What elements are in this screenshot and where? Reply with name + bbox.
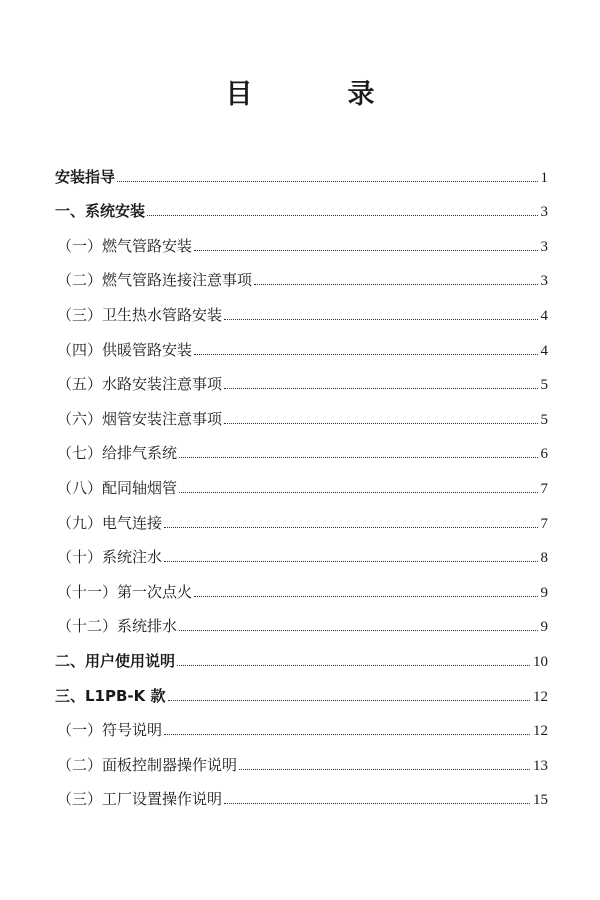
dot-leader bbox=[224, 318, 537, 320]
toc-entry-page: 1 bbox=[540, 169, 548, 186]
toc-entry[interactable] bbox=[55, 187, 548, 222]
toc-entry[interactable] bbox=[55, 360, 548, 395]
dot-leader bbox=[194, 353, 537, 355]
toc-entry[interactable] bbox=[55, 152, 548, 187]
toc-entry-page: 4 bbox=[540, 342, 548, 359]
toc-entry-page: 3 bbox=[540, 238, 548, 255]
toc-entry-page: 4 bbox=[540, 307, 548, 324]
toc-entry-label: （十二）系统排水 bbox=[57, 617, 178, 636]
toc-entry-label: （七）给排气系统 bbox=[57, 444, 178, 463]
dot-leader bbox=[224, 387, 537, 389]
toc-entry-label: （三）工厂设置操作说明 bbox=[57, 790, 223, 809]
toc-entry[interactable] bbox=[55, 567, 548, 602]
toc-entry-page: 3 bbox=[540, 273, 548, 290]
toc-entry-page: 5 bbox=[540, 411, 548, 428]
toc-entry-page: 6 bbox=[540, 446, 548, 463]
toc-entry-page: 13 bbox=[533, 757, 548, 774]
toc-entry-page: 7 bbox=[540, 515, 548, 532]
toc-entry[interactable] bbox=[55, 221, 548, 256]
dot-leader bbox=[239, 768, 530, 770]
toc-entry[interactable] bbox=[55, 775, 548, 810]
toc-entry[interactable] bbox=[55, 290, 548, 325]
toc-entry-label: （一）符号说明 bbox=[57, 721, 163, 740]
toc-entry[interactable] bbox=[55, 498, 548, 533]
toc-title: 目 录 bbox=[225, 79, 409, 110]
table-of-contents bbox=[55, 152, 548, 809]
toc-entry-label: 二、用户使用说明 bbox=[55, 651, 176, 670]
toc-entry-page: 5 bbox=[540, 377, 548, 394]
dot-leader bbox=[179, 629, 537, 631]
toc-entry-label: （四）供暖管路安装 bbox=[57, 340, 193, 359]
toc-entry-label: （二）面板控制器操作说明 bbox=[57, 755, 238, 774]
dot-leader bbox=[117, 180, 537, 182]
toc-entry-label: （五）水路安装注意事项 bbox=[57, 375, 223, 394]
dot-leader bbox=[224, 422, 537, 424]
dot-leader bbox=[194, 595, 537, 597]
toc-entry-label: （六）烟管安装注意事项 bbox=[57, 409, 223, 428]
toc-entry-label: （一）燃气管路安装 bbox=[57, 236, 193, 255]
dot-leader bbox=[177, 664, 530, 666]
toc-entry-page: 12 bbox=[533, 688, 548, 705]
toc-entry-page: 8 bbox=[540, 550, 548, 567]
dot-leader bbox=[147, 214, 537, 216]
dot-leader bbox=[194, 249, 537, 251]
toc-entry-label: （十一）第一次点火 bbox=[57, 582, 193, 601]
toc-entry[interactable] bbox=[55, 706, 548, 741]
toc-entry[interactable] bbox=[55, 740, 548, 775]
toc-entry-page: 12 bbox=[533, 723, 548, 740]
toc-entry-label: （二）燃气管路连接注意事项 bbox=[57, 271, 253, 290]
toc-entry-label: （十）系统注水 bbox=[57, 548, 163, 567]
toc-entry[interactable] bbox=[55, 256, 548, 291]
dot-leader bbox=[179, 456, 537, 458]
toc-entry[interactable] bbox=[55, 429, 548, 464]
dot-leader bbox=[168, 699, 531, 701]
toc-entry-page: 9 bbox=[540, 619, 548, 636]
toc-entry-label: 三、L1PB-K 款 bbox=[55, 686, 166, 705]
dot-leader bbox=[179, 491, 537, 493]
dot-leader bbox=[224, 802, 530, 804]
toc-entry[interactable] bbox=[55, 671, 548, 706]
toc-entry[interactable] bbox=[55, 533, 548, 568]
toc-entry-label: （九）电气连接 bbox=[57, 513, 163, 532]
dot-leader bbox=[164, 733, 530, 735]
toc-entry-page: 15 bbox=[533, 792, 548, 809]
toc-entry-label: 一、系统安装 bbox=[55, 202, 146, 221]
toc-entry-label: （八）配同轴烟管 bbox=[57, 478, 178, 497]
toc-entry[interactable] bbox=[55, 394, 548, 429]
toc-entry-label: 安装指导 bbox=[55, 167, 116, 186]
toc-entry-page: 9 bbox=[540, 584, 548, 601]
toc-entry-label: （三）卫生热水管路安装 bbox=[57, 305, 223, 324]
toc-entry[interactable] bbox=[55, 636, 548, 671]
dot-leader bbox=[164, 526, 537, 528]
dot-leader bbox=[164, 560, 537, 562]
toc-entry-page: 10 bbox=[533, 653, 548, 670]
toc-entry[interactable] bbox=[55, 325, 548, 360]
toc-entry[interactable] bbox=[55, 602, 548, 637]
toc-entry-page: 3 bbox=[540, 204, 548, 221]
toc-entry-page: 7 bbox=[540, 480, 548, 497]
toc-entry[interactable] bbox=[55, 463, 548, 498]
dot-leader bbox=[254, 283, 537, 285]
